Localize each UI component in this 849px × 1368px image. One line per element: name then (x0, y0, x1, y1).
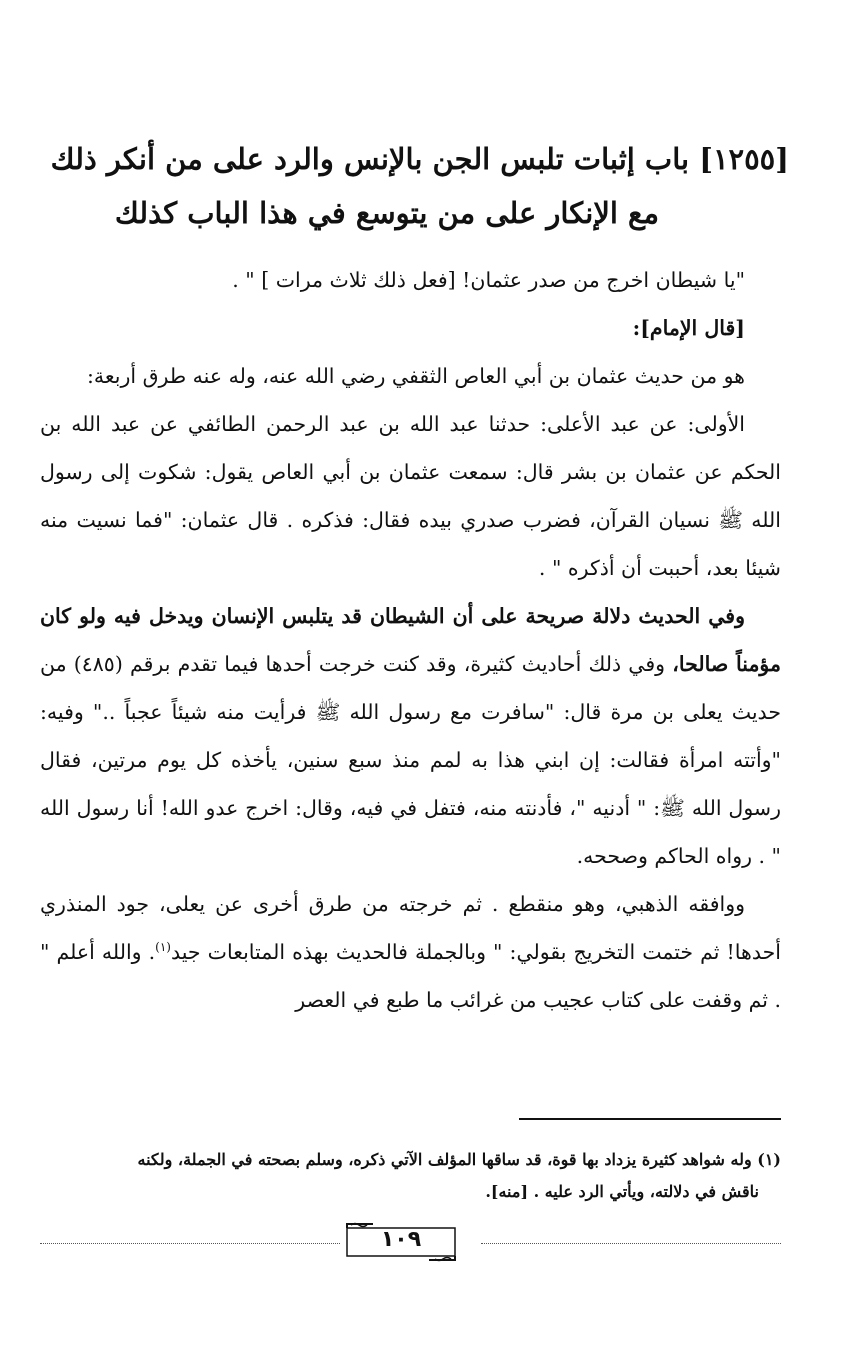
page-number: ١٠٩ (380, 1227, 422, 1252)
footnote-reference: (١) (155, 940, 171, 955)
paragraph-first-path: الأولى: عن عبد الأعلى: حدثنا عبد الله بن عبد الرحمن الطائفي عن عبد الله بن الحكم عن عثمان بن بشر قال: سمعت عثمان بن أبي العاص يقول: شكوت إلى رسول الله ﷺ نسيان القرآن، فضرب صدري بيده فقال: فذكره . قال عثمان: "فما نسيت منه شيئا بعد، أحببت أن أذكره " . (40, 412, 781, 580)
footer-dotted-line-left (40, 1243, 340, 1244)
paragraph-sources: هو من حديث عثمان بن أبي العاص الثقفي رضي الله عنه، وله عنه طرق أربعة: (87, 364, 745, 388)
paragraph-dhahabi (40, 880, 781, 1024)
footnote-separator (519, 1118, 781, 1120)
chapter-heading-line-1: [١٢٥٥] باب إثبات تلبس الجن بالإنس والرد على من أنكر ذلك (50, 142, 789, 176)
evidence-rest-text: وفي ذلك أحاديث كثيرة، وقد كنت خرجت أحدها فيما تقدم برقم (٤٨٥) من حديث يعلى بن مرة قال: "سافرت مع رسول الله ﷺ فرأيت منه شيئاً عجباً .." وفيه: "وأتته امرأة فقالت: إن ابني هذا به لمم منذ سبع سنين، يأخذه كل يوم مرتين، فقال رسول الله ﷺ: " أدنيه "، فأدنته منه، فتفل في فيه، وقال: اخرج عدو الله! أنا رسول الله " . رواه الحاكم وصححه. (40, 652, 781, 868)
dhahabi-text-2: . والله أعلم " . ثم وقفت على كتاب عجيب من غرائب ما طبع في العصر (40, 940, 781, 1012)
imam-label: [قال الإمام]: (632, 316, 745, 340)
footnote (40, 1144, 781, 1208)
chapter-heading (30, 132, 789, 240)
dhahabi-text-1: ووافقه الذهبي، وهو منقطع . ثم خرجته من طرق أخرى عن يعلى، جود المنذري أحدها! ثم ختمت التخريج بقولي: " وبالجملة فالحديث بهذه المتابعات جيد (40, 892, 781, 964)
hadith-quote: "يا شيطان اخرج من صدر عثمان! [فعل ذلك ثلاث مرات ] " . (232, 268, 745, 292)
footnote-line-1: (١) وله شواهد كثيرة يزداد بها قوة، قد ساقها المؤلف الآتي ذكره، وسلم بصحته في الجملة، ولكنه (137, 1150, 781, 1169)
chapter-heading-line-2: مع الإنكار على من يتوسع في هذا الباب كذلك (114, 196, 659, 230)
main-text (40, 256, 781, 1024)
evidence-bold-text: وفي الحديث دلالة صريحة على أن الشيطان قد يتلبس الإنسان ويدخل فيه ولو كان مؤمناً صالحا، (40, 604, 782, 676)
footnote-line-2: ناقش في دلالته، ويأتي الرد عليه . [منه]. (485, 1182, 759, 1201)
page-number-ornament (343, 1222, 459, 1262)
paragraph-evidence (40, 592, 781, 880)
footer-dotted-line-right (481, 1243, 781, 1244)
